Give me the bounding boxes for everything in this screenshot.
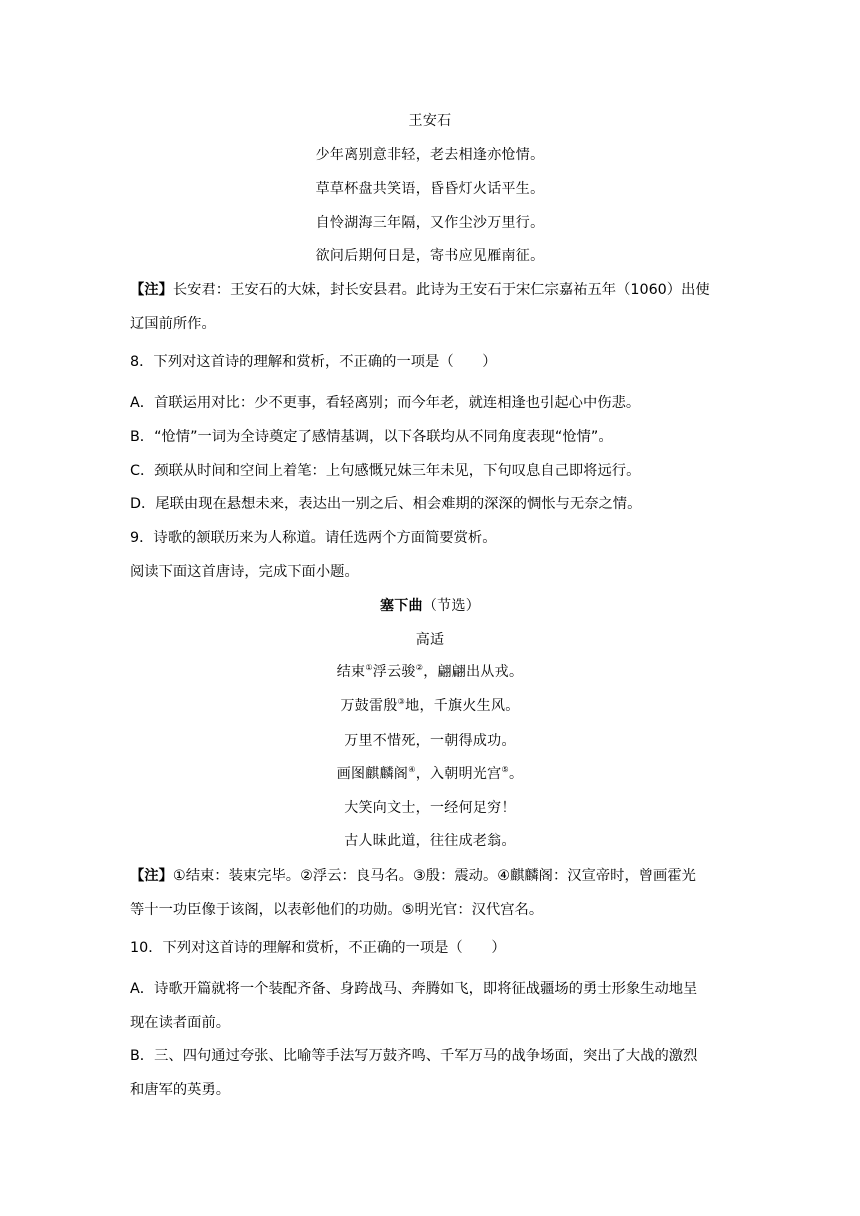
footnote-marker-2: ② xyxy=(415,663,424,672)
poem2-line-3: 万里不惜死，一朝得成功。 xyxy=(344,733,516,749)
poem2-line-4 xyxy=(0,764,860,784)
poem2-line1-text-a: 结束 xyxy=(336,664,366,680)
poem2-line-5: 大笑向文士，一经何足穷！ xyxy=(344,800,516,816)
poem1-line-1: 少年离别意非轻，老去相逢亦怆情。 xyxy=(315,147,545,163)
q8-option-a: A．首联运用对比：少不更事，看轻离别；而今年老，就连相逢也引起心中伤悲。 xyxy=(130,395,641,411)
q8-stem: 8．下列对这首诗的理解和赏析，不正确的一项是（ ） xyxy=(130,354,497,370)
q8-option-d: D．尾联由现在悬想未来，表达出一别之后、相会难期的深深的惆怅与无奈之情。 xyxy=(130,496,642,512)
poem2-title: 塞下曲 xyxy=(379,598,423,614)
footnote-marker-5: ⑤ xyxy=(501,765,509,774)
poem2-line2-text-b: 地，千旗火生风。 xyxy=(405,698,520,714)
note2-tag: 【注】 xyxy=(130,868,173,884)
poem2-title-line xyxy=(0,596,860,616)
q8-option-b: B．“怆情”一词为全诗奠定了感情基调，以下各联均从不同角度表现“怆情”。 xyxy=(130,429,613,445)
note2-line2: 等十一功臣像于该阁，以表彰他们的功勋。⑤明光官：汉代宫名。 xyxy=(130,902,544,918)
poem1-line-2: 草草杯盘共笑语，昏昏灯火话平生。 xyxy=(315,181,545,197)
note1-line2: 辽国前所作。 xyxy=(130,316,216,332)
poem2-author: 高适 xyxy=(415,632,445,648)
note1-tag: 【注】 xyxy=(130,282,173,298)
note1 xyxy=(130,280,730,300)
q10-option-b-line2: 和唐军的英勇。 xyxy=(130,1082,231,1098)
poem2-line1-text-c: ，翩翩出从戎。 xyxy=(423,664,524,680)
poem2-line-2 xyxy=(0,696,860,716)
poem1-author: 王安石 xyxy=(408,113,452,129)
footnote-marker-1: ① xyxy=(365,663,373,672)
footnote-marker-4: ④ xyxy=(408,765,416,774)
poem2-line4-text-b: ，入朝明光宫 xyxy=(415,766,502,782)
poem2-line1-text-b: 浮云骏 xyxy=(372,664,416,680)
note2 xyxy=(130,866,730,886)
poem1-line-3: 自怜湖海三年隔，又作尘沙万里行。 xyxy=(315,215,545,231)
q8-option-c: C．颈联从时间和空间上着笔：上句感慨兄妹三年未见，下句叹息自己即将远行。 xyxy=(130,463,641,479)
footnote-marker-3: ③ xyxy=(397,697,406,706)
poem2-line-1 xyxy=(0,662,860,682)
poem2-line4-text-c: 。 xyxy=(508,766,524,782)
poem1-line-4: 欲问后期何日是，寄书应见雁南征。 xyxy=(315,248,545,264)
q10-option-a-line1: A．诗歌开篇就将一个装配齐备、身跨战马、奔腾如飞，即将征战疆场的勇士形象生动地呈 xyxy=(130,981,698,997)
poem2-line2-text-a: 万鼓雷殷 xyxy=(340,698,398,714)
poem2-title-suffix: （节选） xyxy=(422,598,481,614)
q10-option-b-line1: B．三、四句通过夸张、比喻等手法写万鼓齐鸣、千军万马的战争场面，突出了大战的激烈 xyxy=(130,1048,698,1064)
poem2-line4-text-a: 画图麒麟阁 xyxy=(336,766,409,782)
q10-stem: 10．下列对这首诗的理解和赏析，不正确的一项是（ ） xyxy=(130,940,506,956)
q10-option-a-line2: 现在读者面前。 xyxy=(130,1015,231,1031)
q9-stem: 9．诗歌的颔联历来为人称道。请任选两个方面简要赏析。 xyxy=(130,530,497,546)
note2-line1: ①结束：装束完毕。②浮云：良马名。③殷：震动。④麒麟阁：汉宣帝时，曾画霍光 xyxy=(172,868,696,884)
note1-line1: 长安君：王安石的大妹，封长安县君。此诗为王安石于宋仁宗嘉祐五年（1060）出使 xyxy=(172,282,710,298)
intro-2: 阅读下面这首唐诗，完成下面小题。 xyxy=(130,564,359,580)
poem2-line-6: 古人昧此道，往往成老翁。 xyxy=(344,833,516,849)
